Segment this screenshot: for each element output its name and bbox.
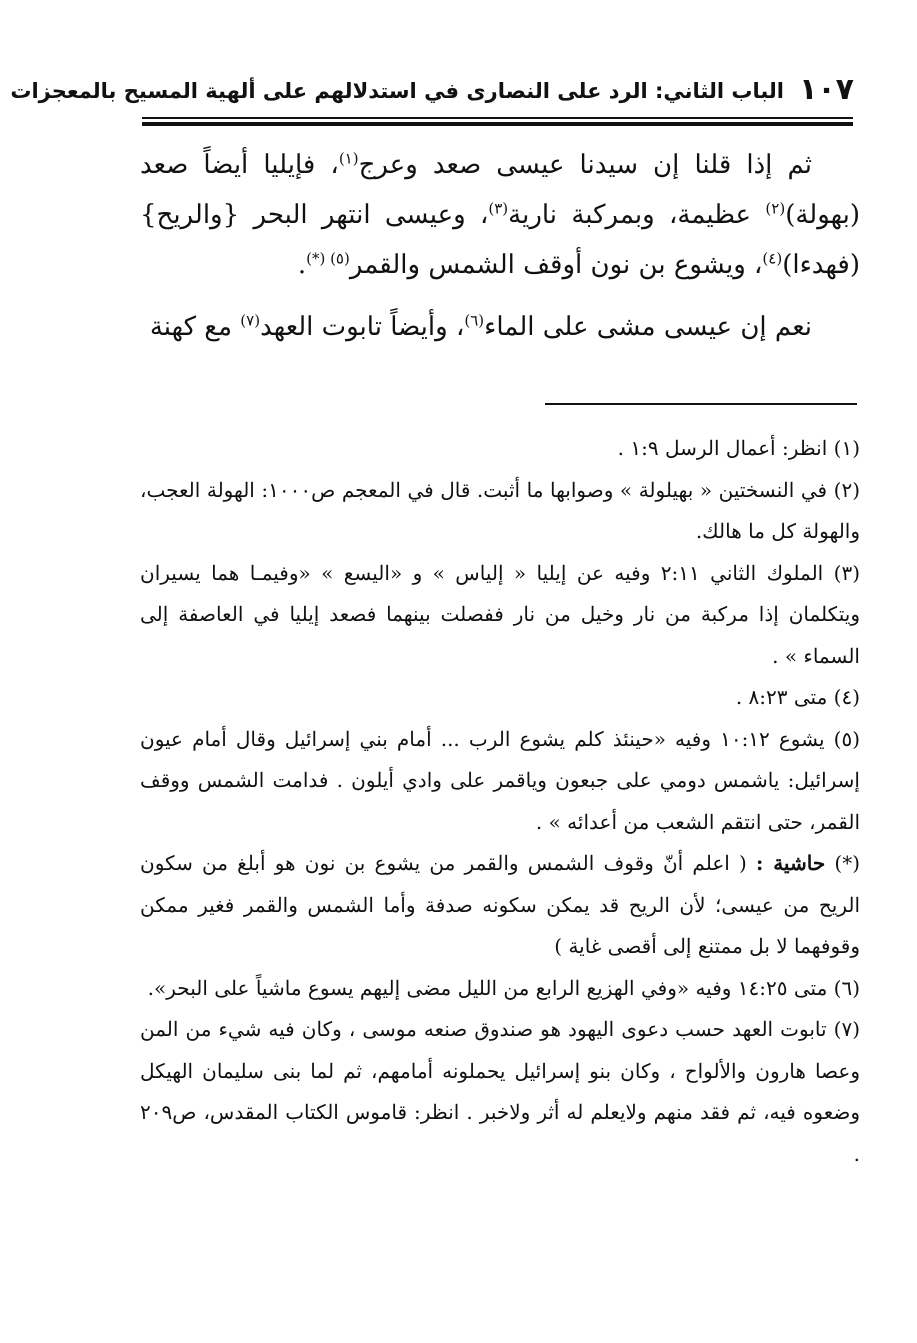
footnote-2: (٢) في النسختين « بهيلولة » وصوابها ما أثبت. قال في المعجم ص١٠٠٠: الهولة العجب، والهولة كل ما هالك. (140, 477, 860, 543)
footnote-1: (١) انظر: أعمال الرسل ١:٩ . (617, 436, 860, 460)
paragraph-1-segment-5: ، ويشوع بن نون أوقف الشمس والقمر (349, 250, 763, 280)
paragraph-1-segment-4: ، وعيسى انتهر البحر {والريح} (فهدءا) (140, 200, 860, 280)
margin-note-marker: (*) (834, 851, 860, 875)
margin-note-label: حاشية : (756, 851, 826, 875)
page-number: ١٠٧ (799, 72, 854, 107)
footnote-7: (٧) تابوت العهد حسب دعوى اليهود هو صندوق صنعه موسى ، وكان فيه شيء من المن وعصا هارون والألواح ، وكان بنو إسرائيل يحملونه أمامهم، ثم لما بنى سليمان الهيكل وضعوه فيه، ثم فقد منهم ولايعلم له أثر ولاخبر . انظر: قاموس الكتاب المقدس، ص٢٠٩ . (140, 1017, 860, 1166)
running-title: الباب الثاني: الرد على النصارى في استدلالهم على ألهية المسيح بالمعجزات (10, 79, 784, 103)
footnote-ref-7: (٧) (240, 311, 261, 330)
footnote-separator (545, 403, 857, 405)
footnote-ref-3: (٣) (488, 199, 509, 218)
paragraph-1-segment-6: . (297, 250, 307, 280)
footnote-6: (٦) متى ١٤:٢٥ وفيه «وفي الهزيع الرابع من الليل مضى إليهم يسوع ماشياً على البحر». (147, 975, 860, 1000)
footnote-margin-note (140, 843, 860, 968)
header-rule-thick (142, 122, 853, 126)
footnote-ref-6: (٦) (464, 311, 485, 330)
footnote-5: (٥) يشوع ١٠:١٢ وفيه «حينئذ كلم يشوع الرب ... أمام بني إسرائيل وقال أمام عيون إسرائيل: ياشمس دومي على جبعون وياقمر على وادي أيلون . فدامت الشمس ووقف القمر، حتى انتقم الشعب من أعدائه » . (140, 726, 860, 834)
header-rule-thin (142, 117, 853, 119)
paragraph-2 (140, 302, 860, 352)
margin-note-text: ( اعلم أنّ وقوف الشمس والقمر من يشوع بن نون هو أبلغ من سكون الريح من عيسى؛ لأن الريح قد يمكن سكونه صدفة وأما الشمس والقمر فغير ممكن وقوفهما لا بل ممتنع إلى أقصى غاية ) (140, 851, 861, 958)
paragraph-1 (140, 140, 860, 290)
footnote-ref-1: (١) (338, 149, 359, 168)
footnote-4: (٤) متى ٨:٢٣ . (735, 685, 860, 709)
paragraph-1-segment-2: ، فإيليا أيضاً صعد (بهولة) (140, 150, 860, 230)
footnote-ref-5-star: (٥) (*) (306, 249, 350, 268)
paragraph-2-segment-3: مع كهنة (149, 312, 241, 342)
paragraph-1-segment-3: عظيمة، وبمركبة نارية (508, 200, 766, 230)
page-header (10, 70, 862, 110)
paragraph-2-segment-2: ، وأيضاً تابوت العهد (260, 312, 465, 342)
main-text (140, 140, 860, 352)
footnote-3: (٣) الملوك الثاني ٢:١١ وفيه عن إيليا « إلياس » و «اليسع » «وفيمـا هما يسيران ويتكلمان إذا مركبة من نار وخيل من نار ففصلت بينهما فصعد إيليا في العاصفة إلى السماء » . (140, 560, 860, 668)
footnotes (140, 428, 860, 1175)
paragraph-2-segment-1: نعم إن عيسى مشى على الماء (484, 312, 812, 342)
footnote-ref-4: (٤) (762, 249, 783, 268)
paragraph-1-segment-1: ثم إذا قلنا إن سيدنا عيسى صعد وعرج (358, 150, 813, 180)
footnote-ref-2: (٢) (765, 199, 786, 218)
